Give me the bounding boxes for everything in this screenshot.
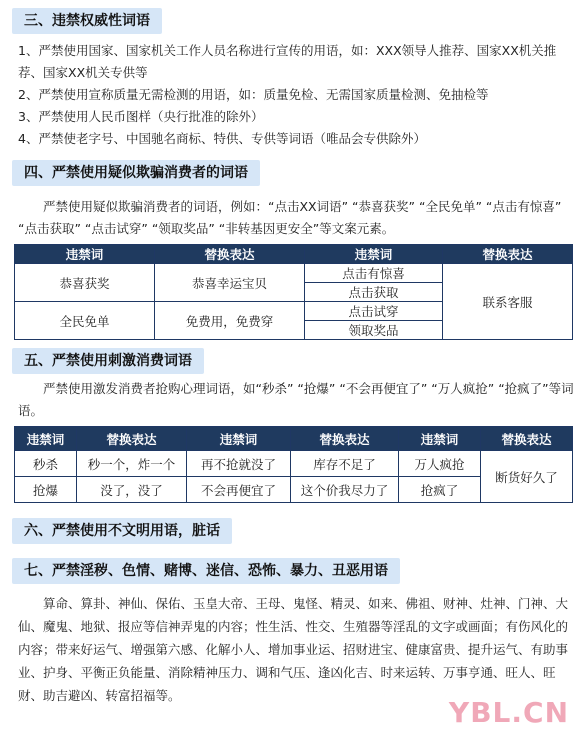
s5-header-word-1: 违禁词 [15, 427, 77, 451]
watermark: YBL.CN [448, 696, 569, 729]
s4-header-replace-2: 替换表达 [443, 245, 573, 264]
s5-cell: 抢疯了 [399, 477, 481, 503]
s4-header-word-2: 违禁词 [305, 245, 443, 264]
s5-cell: 秒一个，炸一个 [77, 451, 187, 477]
section-4-title: 四、严禁使用疑似欺骗消费者的词语 [12, 160, 260, 186]
s5-header-replace-3: 替换表达 [481, 427, 573, 451]
s5-header-replace-1: 替换表达 [77, 427, 187, 451]
section-7-title: 七、严禁淫秽、色情、赌博、迷信、恐怖、暴力、丑恶用语 [12, 558, 400, 584]
s5-header-word-3: 违禁词 [399, 427, 481, 451]
s5-cell-merged: 断货好久了 [481, 451, 573, 503]
s7-text: 算命、算卦、神仙、保佑、玉皇大帝、王母、鬼怪、精灵、如来、佛祖、财神、灶神、门神、大仙、魔鬼、地狱、报应等信神弄鬼的内容；性生活、性交、生殖器等淫乱的文字或画面；有伤风化的内容；带来好运气、增强第六感、化解小人、增加事业运、招财进宝、健康富贵、提升运气、有助事业、护身、平衡正负能量、消除精神压力、调和气压、逢凶化吉、时来运转、万事亨通、旺人、旺财、助吉避凶、转富招福等。 [18, 596, 569, 703]
s4-cell-word: 全民免单 [15, 302, 155, 340]
section-5-title: 五、严禁使用刺激消费词语 [12, 348, 204, 374]
section-6-title: 六、严禁使用不文明用语，脏话 [12, 518, 232, 544]
s5-cell: 不会再便宜了 [187, 477, 291, 503]
s4-header-replace-1: 替换表达 [155, 245, 305, 264]
s5-cell: 没了，没了 [77, 477, 187, 503]
s5-intro: 严禁使用激发消费者抢购心理词语，如“秒杀” “抢爆” “不会再便宜了” “万人疯抢” “抢疯了”等词语。 [18, 381, 574, 418]
s4-cell-word-right: 点击有惊喜 [305, 264, 443, 283]
s3-item-1: 1、严禁使用国家、国家机关工作人员名称进行宣传的用语，如：XXX领导人推荐、国家XX机关推荐、国家XX机关专供等 [18, 43, 557, 80]
s4-cell-replace: 恭喜幸运宝贝 [155, 264, 305, 302]
s3-item-2: 2、严禁使用宣称质量无需检测的用语，如：质量免检、无需国家质量检测、免抽检等 [18, 87, 489, 102]
section-3-title: 三、违禁权威性词语 [12, 8, 162, 34]
s5-cell: 库存不足了 [291, 451, 399, 477]
s5-table [14, 426, 573, 503]
s5-cell: 这个价我尽力了 [291, 477, 399, 503]
s5-cell: 秒杀 [15, 451, 77, 477]
s4-cell-word: 恭喜获奖 [15, 264, 155, 302]
s4-cell-word-right: 领取奖品 [305, 321, 443, 340]
s4-header-word-1: 违禁词 [15, 245, 155, 264]
s4-table [14, 244, 573, 340]
s5-cell: 再不抢就没了 [187, 451, 291, 477]
s4-cell-replace: 免费用，免费穿 [155, 302, 305, 340]
s3-item-4: 4、严禁使老字号、中国驰名商标、特供、专供等词语（唯品会专供除外） [18, 131, 426, 146]
s3-item-3: 3、严禁使用人民币图样（央行批准的除外） [18, 109, 264, 124]
s5-header-word-2: 违禁词 [187, 427, 291, 451]
s4-cell-word-right: 点击获取 [305, 283, 443, 302]
s5-header-replace-2: 替换表达 [291, 427, 399, 451]
s4-intro: 严禁使用疑似欺骗消费者的词语，例如：“点击XX词语” “恭喜获奖” “全民免单” “点击有惊喜” “点击获取” “点击试穿” “领取奖品” “非转基因更安全”等文案元素。 [18, 199, 562, 236]
s5-cell: 万人疯抢 [399, 451, 481, 477]
s4-cell-word-right: 点击试穿 [305, 302, 443, 321]
s4-cell-replace-right: 联系客服 [443, 264, 573, 340]
s5-cell: 抢爆 [15, 477, 77, 503]
